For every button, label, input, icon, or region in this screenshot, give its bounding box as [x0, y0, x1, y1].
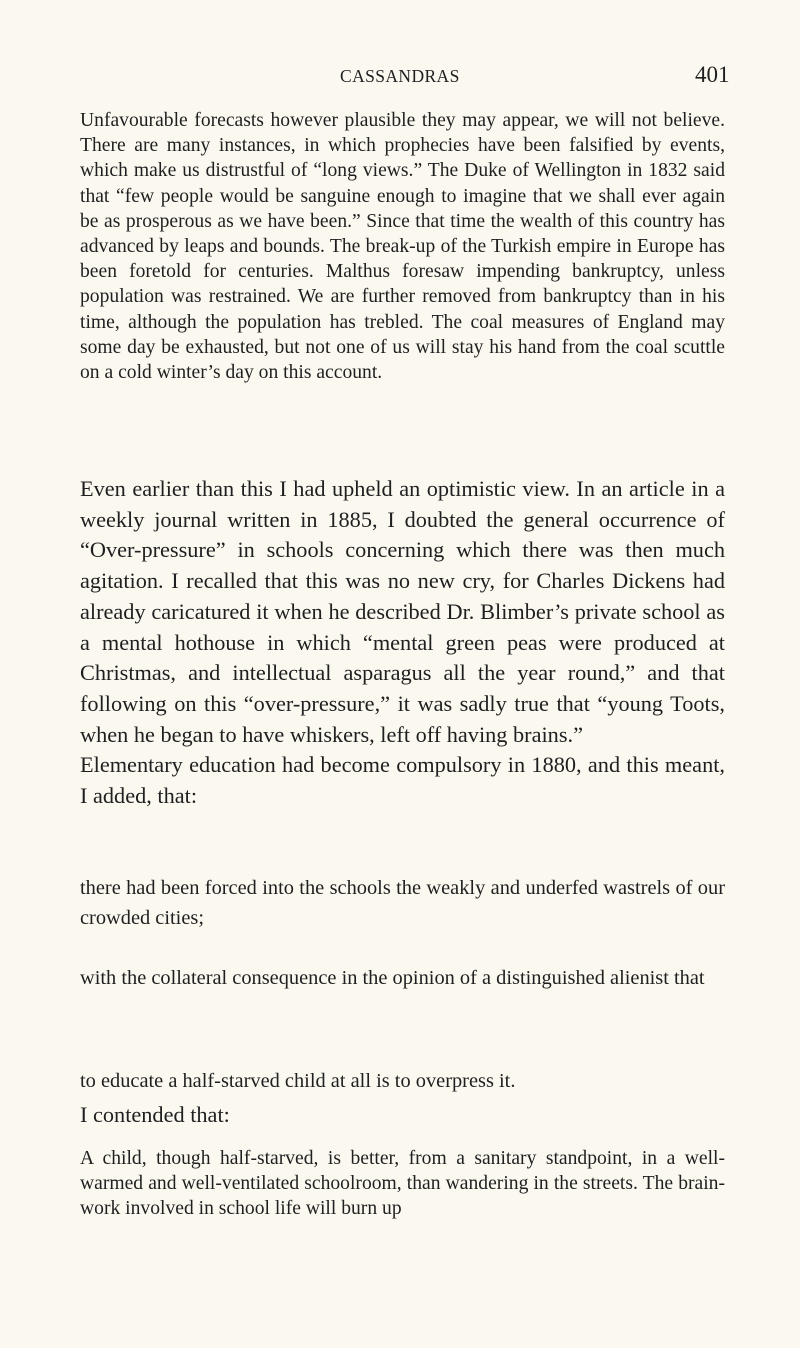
- paragraph-elementary-education: Elementary education had become compulsory in 1880, and this meant, I added, that:: [80, 752, 725, 809]
- section-over-pressure: [80, 474, 725, 812]
- quote-sanitary-standpoint: A child, though half-starved, is better, from a sanitary standpoint, in a well-warmed and well-ventilated schoolroom, than wandering in the streets. The brain-work involved in school life will burn up: [80, 1148, 725, 1220]
- quote-alienist: with the collateral consequence in the opinion of a distinguished alienist that: [80, 967, 705, 989]
- page-header: [0, 62, 800, 94]
- paragraph-forecasts: Unfavourable forecasts however plausible they may appear, we will not believe. There are many instances, in which prophecies have been falsified by events, which make us distrustful of “long views.” The Duke of Wellington in 1832 said that “few people would be sanguine enough to imagine that we shall ever again be as prosperous as we have been.” Since that time the wealth of this country has advanced by leaps and bounds. The break-up of the Turkish empire in Europe has been foretold for centuries. Malthus foresaw impending bankruptcy, unless population was restrained. We are further removed from bankruptcy than in his time, although the population has trebled. The coal measures of England may some day be exhausted, but not one of us will stay his hand from the coal scuttle on a cold winter’s day on this account.: [80, 110, 725, 384]
- page-number: 401: [695, 62, 730, 87]
- quote-overpress: to educate a half-starved child at all is to overpress it.: [80, 1070, 516, 1092]
- quote-wastrels: there had been forced into the schools the weakly and underfed wastrels of our crowded cities;: [80, 877, 725, 929]
- paragraph-optimistic-view: Even earlier than this I had upheld an optimistic view. In an article in a weekly journal written in 1885, I doubted the general occurrence of “Over-pressure” in schools concerning which there was then much agitation. I recalled that this was no new cry, for Charles Dickens had already caricatured it when he described Dr. Blimber’s private school as a mental hothouse in which “mental green peas were produced at Christmas, and intellectual asparagus all the year round,” and that following on this “over-pressure,” it was sadly true that “young Toots, when he began to have whiskers, left off having brains.”: [80, 476, 725, 747]
- running-head: CASSANDRAS: [340, 66, 460, 86]
- paragraph-contended: I contended that:: [80, 1102, 230, 1127]
